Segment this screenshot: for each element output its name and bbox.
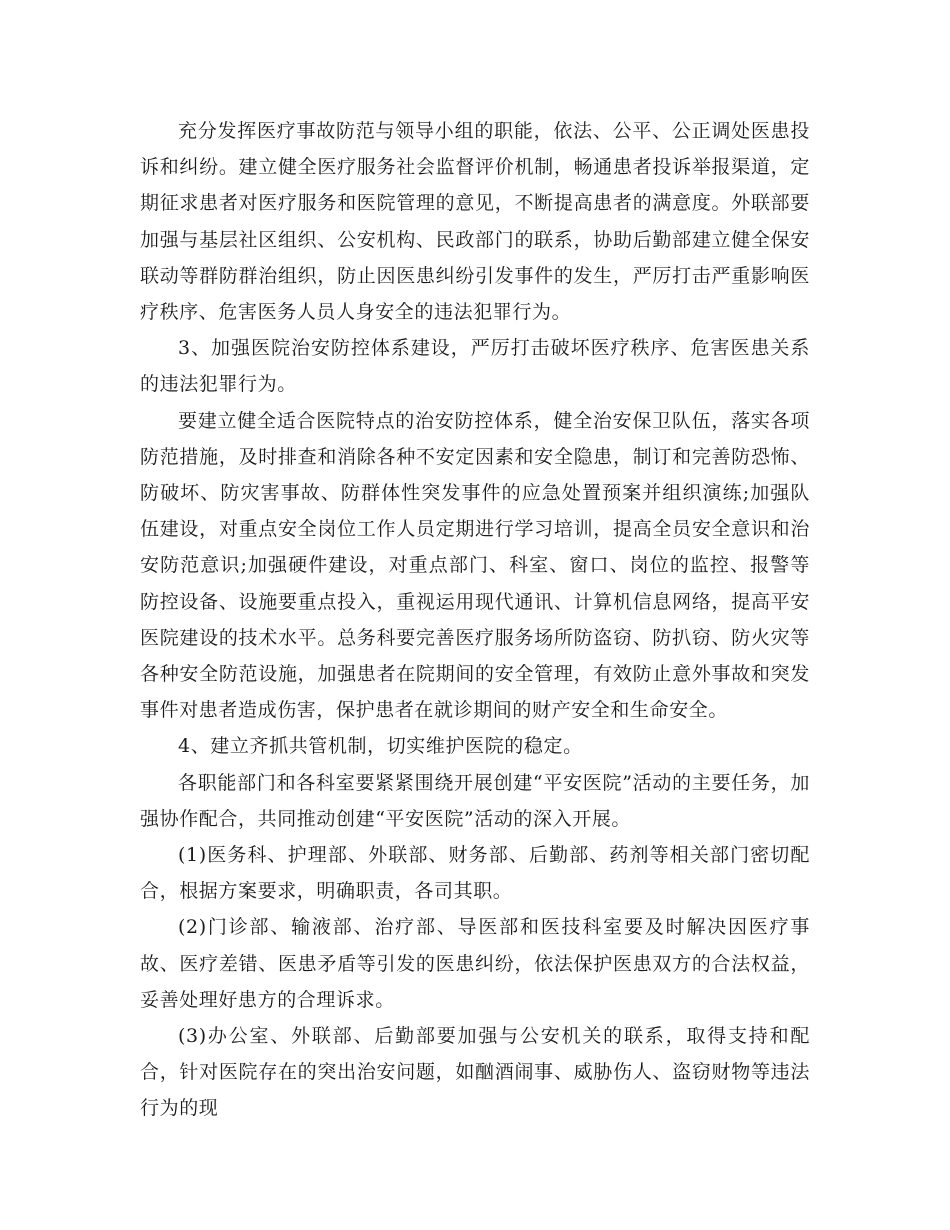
- paragraph-item-3: (3)办公室、外联部、后勤部要加强与公安机关的联系，取得支持和配合，针对医院存在的突出治安问题，如酗酒闹事、威胁伤人、盗窃财物等违法行为的现: [140, 1025, 810, 1120]
- paragraph-coordination: 各职能部门和各科室要紧紧围绕开展创建“平安医院”活动的主要任务，加强协作配合，共同推动创建“平安医院”活动的深入开展。: [140, 771, 810, 830]
- paragraph-security-system: 要建立健全适合医院特点的治安防控体系，健全治安保卫队伍，落实各项防范措施，及时排查和消除各种不安定因素和安全隐患，制订和完善防恐怖、防破坏、防灾害事故、防群体性突发事件的应急处置预案并组织演练;加强队伍建设，对重点安全岗位工作人员定期进行学习培训，提高全员安全意识和治安防范意识;加强硬件建设，对重点部门、科室、窗口、岗位的监控、报警等防控设备、设施要重点投入，重视运用现代通讯、计算机信息网络，提高平安医院建设的技术水平。总务科要完善医疗服务场所防盗窃、防扒窃、防火灾等各种安全防范设施，加强患者在院期间的安全管理，有效防止意外事故和突发事件对患者造成伤害，保护患者在就诊期间的财产安全和生命安全。: [140, 409, 810, 722]
- paragraph-item-2: (2)门诊部、输液部、治疗部、导医部和医技科室要及时解决因医疗事故、医疗差错、医患矛盾等引发的医患纠纷，依法保护医患双方的合法权益，妥善处理好患方的合理诉求。: [140, 916, 810, 1011]
- paragraph-complaint-handling: 充分发挥医疗事故防范与领导小组的职能，依法、公平、公正调处医患投诉和纠纷。建立健全医疗服务社会监督评价机制，畅通患者投诉举报渠道，定期征求患者对医疗服务和医院管理的意见，不断提高患者的满意度。外联部要加强与基层社区组织、公安机构、民政部门的联系，协助后勤部建立健全保安联动等群防群治组织，防止因医患纠纷引发事件的发生，严厉打击严重影响医疗秩序、危害医务人员人身安全的违法犯罪行为。: [140, 120, 810, 324]
- paragraph-heading-3: 3、加强医院治安防控体系建设，严厉打击破坏医疗秩序、危害医患关系的违法犯罪行为。: [140, 337, 810, 396]
- paragraph-item-1: (1)医务科、护理部、外联部、财务部、后勤部、药剂等相关部门密切配合，根据方案要求，明确职责，各司其职。: [140, 844, 810, 903]
- paragraph-heading-4: 4、建立齐抓共管机制，切实维护医院的稳定。: [178, 735, 583, 758]
- document-body: [140, 113, 810, 1127]
